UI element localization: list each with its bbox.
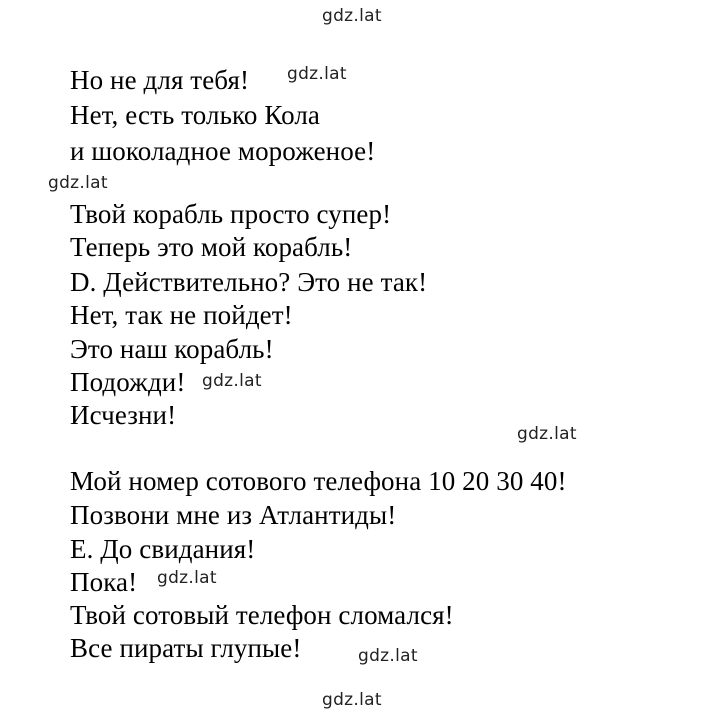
text-line: и шоколадное мороженое! (70, 136, 376, 166)
text-line: Подожди! (70, 367, 186, 397)
watermark: gdz.lat (322, 690, 382, 710)
watermark: gdz.lat (358, 646, 418, 666)
text-line: Все пираты глупые! (70, 633, 302, 663)
watermark: gdz.lat (202, 371, 262, 391)
text-line: Нет, есть только Кола (70, 100, 320, 130)
text-line: D. Действительно? Это не так! (70, 267, 428, 297)
text-line: Теперь это мой корабль! (70, 232, 353, 262)
text-line: Это наш корабль! (70, 334, 274, 364)
watermark: gdz.lat (287, 64, 347, 84)
text-line: Пока! (70, 567, 138, 597)
text-line: Но не для тебя! (70, 65, 250, 95)
watermark: gdz.lat (157, 568, 217, 588)
watermark: gdz.lat (322, 6, 382, 26)
text-line: Твой корабль просто супер! (70, 199, 392, 229)
text-line: Твой сотовый телефон сломался! (70, 600, 454, 630)
watermark: gdz.lat (517, 424, 577, 444)
text-line: Мой номер сотового телефона 10 20 30 40! (70, 466, 567, 496)
text-line: Исчезни! (70, 400, 177, 430)
text-line: Нет, так не пойдет! (70, 300, 293, 330)
text-line: Позвони мне из Атлантиды! (70, 500, 397, 530)
watermark: gdz.lat (48, 173, 108, 193)
text-line: E. До свидания! (70, 534, 256, 564)
